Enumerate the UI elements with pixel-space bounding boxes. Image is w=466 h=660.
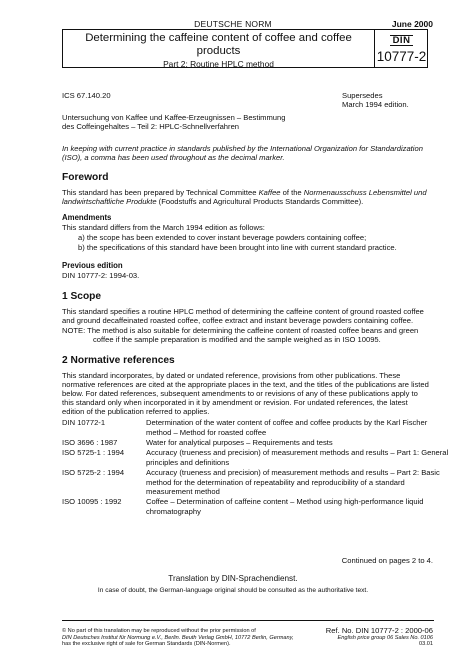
reference-code: ISO 5725-1 : 1994 (62, 448, 125, 457)
foreword-line-1: This standard has been prepared by Technical Committee Kaffee of the Normenausschuss Lebensmittel und (62, 188, 427, 197)
reference-code: ISO 10095 : 1992 (62, 497, 122, 506)
amendments-heading: Amendments (62, 213, 112, 222)
reference-row (62, 438, 434, 448)
foreword-line-2: landwirtschaftliche Produkte (Foodstuffs and Agricultural Products Standards Committee). (62, 197, 364, 206)
standard-number: 10777-2 (376, 49, 427, 64)
reference-title: Determination of the water content of coffee and coffee products by the Karl Fischer method – Method for roasted coffee (146, 418, 428, 437)
amendment-item-b: b) the specifications of this standard have been brought into line with current standard practice. (78, 243, 397, 252)
reference-title: Accuracy (trueness and precision) of measurement methods and results – Part 1: General principles and definitions (146, 448, 449, 467)
reference-title: Accuracy (trueness and precision) of measurement methods and results – Part 2: Basic method for the determination of repeatability and reproducibility of a standard measurement method (146, 468, 440, 496)
reference-code: ISO 3696 : 1987 (62, 438, 118, 447)
previous-edition-heading: Previous edition (62, 261, 123, 270)
translation-credit: Translation by DIN-Sprachendienst. (168, 574, 298, 583)
print-code: 03.01 (419, 641, 433, 647)
reference-title: Water for analytical purposes – Requirements and tests (146, 438, 333, 447)
authoritative-text-note: In case of doubt, the German-language original should be consulted as the authoritative text. (97, 587, 369, 594)
german-title-line-2: des Coffeingehaltes – Teil 2: HPLC-Schnellverfahren (62, 122, 240, 131)
german-title-line-1: Untersuchung von Kaffee und Kaffee-Erzeugnissen – Bestimmung (62, 113, 286, 122)
copyright-notice: © No part of this translation may be reproduced without the prior permission of DIN Deutsches Institut für Normung e.V., Berlin. Beuth Verlag GmbH, 10772 Berlin, Germany, has the exclusive right of sale for German Standards (DIN-Normen). (62, 628, 294, 648)
reference-row (62, 448, 449, 468)
scope-heading: 1 Scope (62, 291, 102, 302)
decimal-note-line-1: In keeping with current practice in standards published by the International Organization for Standardization (62, 144, 423, 153)
document-subtitle: Part 2: Routine HPLC method (163, 59, 274, 69)
issue-date: June 2000 (391, 19, 433, 29)
decimal-note-line-2: (ISO), a comma has been used throughout as the decimal marker. (62, 153, 285, 162)
normative-para-line-5: edition of the publication referred to applies. (62, 407, 210, 416)
previous-edition-text: DIN 10777-2: 1994-03. (62, 271, 140, 280)
normative-para-line-4: this standard only when incorporated in it by amendment or revision. For undated references, the latest (62, 398, 408, 407)
normative-para-line-1: This standard incorporates, by dated or undated reference, provisions from other publications. These (62, 371, 401, 380)
reference-row (62, 468, 440, 497)
title-cell (63, 30, 374, 67)
amendment-item-a: a) the scope has been extended to cover instant beverage powders containing coffee; (78, 233, 367, 242)
scope-line-2: and ground decaffeinated roasted coffee, coffee extract and instant beverage powders containing coffee. (62, 316, 414, 325)
scope-line-1: This standard specifies a routine HPLC method of determining the caffeine content of ground roasted coffee (62, 307, 424, 316)
reference-row (62, 497, 434, 517)
ics-code: ICS 67.140.20 (62, 91, 111, 100)
scope-note-line-2: coffee if the sample preparation is modified and the sample weighed as in ISO 10095. (93, 335, 381, 344)
normative-para-line-2: normative references are cited at the appropriate places in the text, and the titles of the publications are listed (62, 380, 429, 389)
scope-note-line-1: NOTE: The method is also suitable for determining the caffeine content of roasted coffee beans and green (62, 326, 419, 335)
footer-divider (62, 620, 434, 621)
document-title: Determining the caffeine content of coffee and coffee products (85, 32, 352, 57)
organization-label: DEUTSCHE NORM (194, 19, 272, 29)
normative-references-heading: 2 Normative references (62, 355, 175, 366)
foreword-heading: Foreword (62, 172, 109, 183)
reference-number: Ref. No. DIN 10777-2 : 2000-06 (325, 626, 433, 635)
price-group: English price group 06 Sales No. 0106 (337, 635, 433, 641)
normative-para-line-3: below. For dated references, subsequent amendments to or revisions of any of these publications apply to (62, 389, 418, 398)
reference-row (62, 418, 434, 438)
reference-title: Coffee – Determination of caffeine content – Method using high-performance liquid chromatography (146, 497, 424, 516)
reference-code: ISO 5725-2 : 1994 (62, 468, 125, 477)
title-box (62, 29, 428, 68)
reference-number-block (326, 626, 433, 647)
supersedes-label: Supersedes (342, 91, 383, 100)
reference-code: DIN 10772-1 (62, 418, 106, 427)
amendments-intro: This standard differs from the March 1994 edition as follows: (62, 223, 265, 232)
continued-note: Continued on pages 2 to 4. (341, 556, 433, 565)
din-logo: DIN (390, 35, 414, 46)
din-cell (374, 30, 428, 67)
supersedes-edition: March 1994 edition. (342, 100, 409, 109)
